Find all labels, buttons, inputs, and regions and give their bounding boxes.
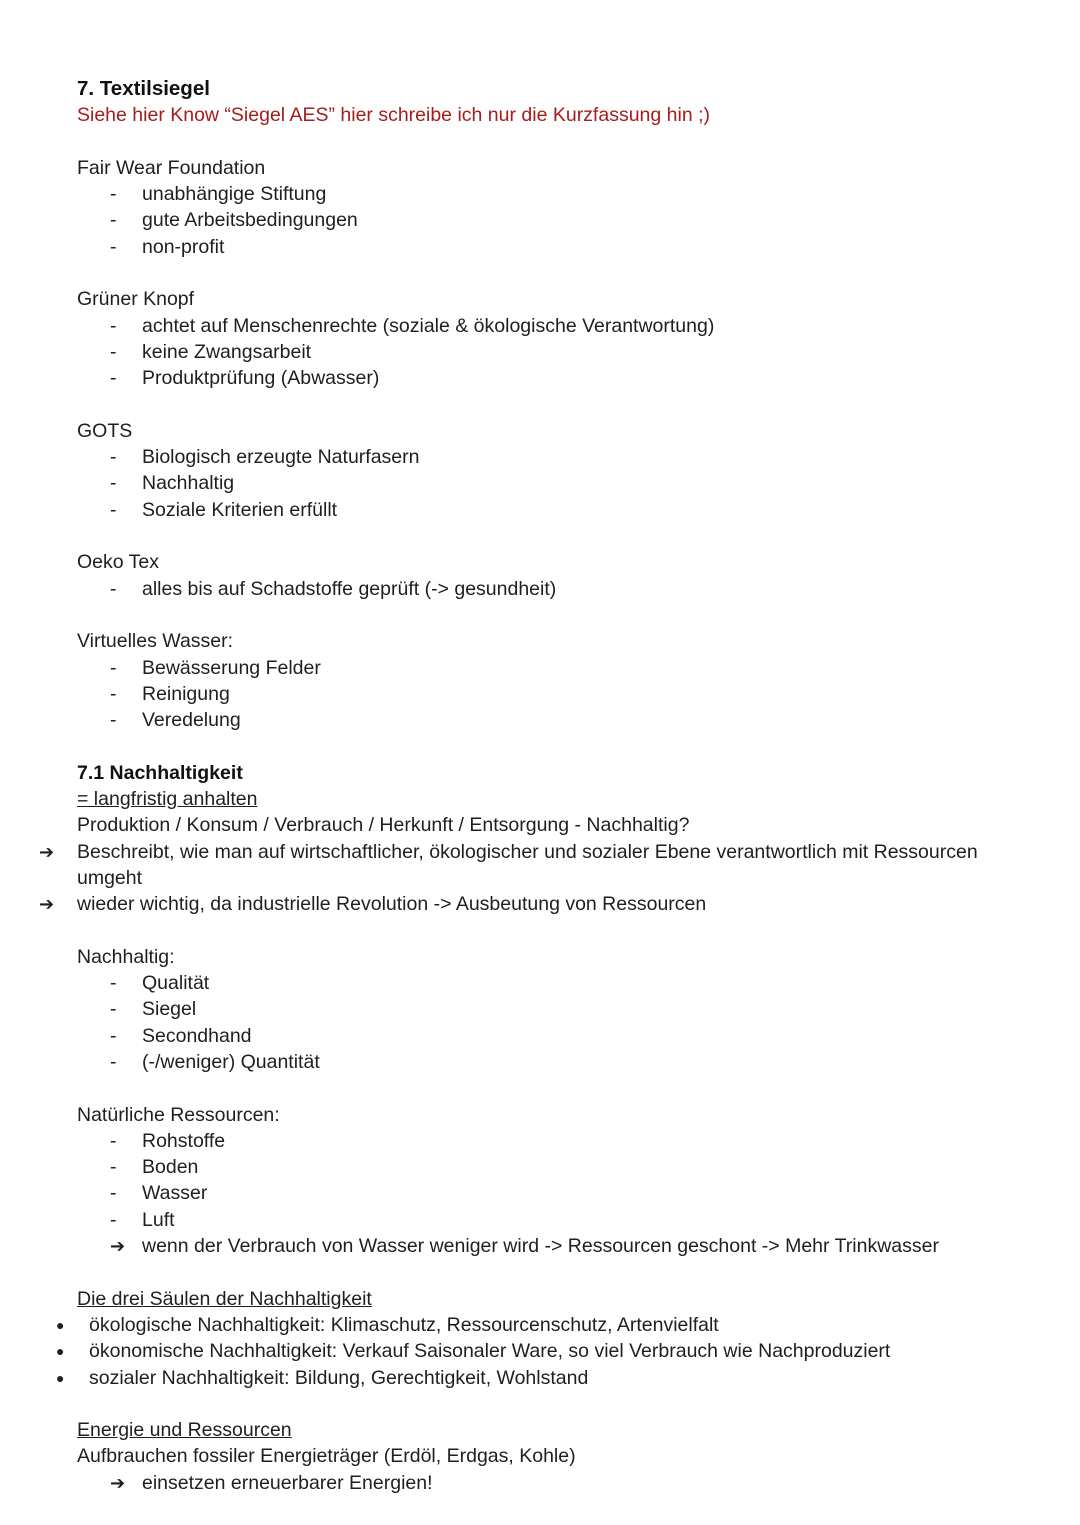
list-item: - keine Zwangsarbeit <box>77 339 1057 365</box>
section-7-1-title: 7.1 Nachhaltigkeit <box>77 761 243 784</box>
dash-icon: - <box>110 340 117 363</box>
seal-oeko-tex-name: Oeko Tex <box>77 551 160 574</box>
list-item: - Siegel <box>77 996 1057 1022</box>
arrow-point: ➔ wieder wichtig, da industrielle Revolution -> Ausbeutung von Ressourcen <box>77 891 1057 917</box>
pillar-item: ● sozialer Nachhaltigkeit: Bildung, Gerechtigkeit, Wohlstand <box>77 1365 1057 1391</box>
seal-fair-wear-name: Fair Wear Foundation <box>77 156 266 179</box>
dash-icon: - <box>110 498 117 521</box>
dash-icon: - <box>110 235 117 258</box>
list-item: - Bewässerung Felder <box>77 655 1057 681</box>
dash-icon: - <box>110 682 117 705</box>
arrow-icon: ➔ <box>110 1472 126 1493</box>
dash-icon: - <box>110 1208 117 1231</box>
list-item: - Veredelung <box>77 707 1057 733</box>
list-item: - (-/weniger) Quantität <box>77 1049 1057 1075</box>
sustainable-heading: Nachhaltig: <box>77 945 175 968</box>
bullet-icon: ● <box>56 1369 65 1386</box>
dash-icon: - <box>110 709 117 732</box>
dash-icon: - <box>110 472 117 495</box>
dash-icon: - <box>110 1156 117 1179</box>
resources-heading: Natürliche Ressourcen: <box>77 1103 280 1126</box>
dash-icon: - <box>110 1050 117 1073</box>
definition: = langfristig anhalten <box>77 788 258 811</box>
list-item: - achtet auf Menschenrechte (soziale & ökologische Verantwortung) <box>77 313 1057 339</box>
dash-icon: - <box>110 998 117 1021</box>
list-item: - non-profit <box>77 234 1057 260</box>
document-page <box>39 76 1057 1496</box>
seal-gruener-knopf-name: Grüner Knopf <box>77 288 195 311</box>
dash-icon: - <box>110 1129 117 1152</box>
list-item: - unabhängige Stiftung <box>77 181 1057 207</box>
list-item: - Soziale Kriterien erfüllt <box>77 497 1057 523</box>
list-item: - Secondhand <box>77 1023 1057 1049</box>
seal-gots-name: GOTS <box>77 419 133 442</box>
dash-icon: - <box>110 656 117 679</box>
dash-icon: - <box>110 1024 117 1047</box>
dash-icon: - <box>110 972 117 995</box>
list-item: - Wasser <box>77 1180 1057 1206</box>
pillar-item: ● ökologische Nachhaltigkeit: Klimaschutz, Ressourcenschutz, Artenvielfalt <box>77 1312 1057 1338</box>
dash-icon: - <box>110 446 117 469</box>
list-item: - Luft <box>77 1207 1057 1233</box>
list-item: - gute Arbeitsbedingungen <box>77 207 1057 233</box>
dash-icon: - <box>110 183 117 206</box>
question-line: Produktion / Konsum / Verbrauch / Herkunft / Entsorgung - Nachhaltig? <box>77 814 690 837</box>
arrow-point-continuation: umgeht <box>77 866 143 889</box>
section-7-title: 7. Textilsiegel <box>77 77 210 100</box>
dash-icon: - <box>110 314 117 337</box>
bullet-icon: ● <box>56 1316 65 1333</box>
resources-conclusion: ➔ wenn der Verbrauch von Wasser weniger wird -> Ressourcen geschont -> Mehr Trinkwasser <box>77 1233 1057 1259</box>
list-item: - Rohstoffe <box>77 1128 1057 1154</box>
pillar-item: ● ökonomische Nachhaltigkeit: Verkauf Saisonaler Ware, so viel Verbrauch wie Nachproduziert <box>77 1338 1057 1364</box>
section-7-note: Siehe hier Know “Siegel AES” hier schreibe ich nur die Kurzfassung hin ;) <box>77 104 710 127</box>
arrow-icon: ➔ <box>39 841 55 862</box>
list-item: - Produktprüfung (Abwasser) <box>77 365 1057 391</box>
list-item: - Reinigung <box>77 681 1057 707</box>
list-item: - alles bis auf Schadstoffe geprüft (-> gesundheit) <box>77 576 1057 602</box>
arrow-icon: ➔ <box>110 1236 126 1257</box>
dash-icon: - <box>110 577 117 600</box>
arrow-point: ➔ Beschreibt, wie man auf wirtschaftlicher, ökologischer und sozialer Ebene verantwortlich mit Ressourcen <box>77 839 1057 865</box>
dash-icon: - <box>110 367 117 390</box>
list-item: - Nachhaltig <box>77 470 1057 496</box>
list-item: - Biologisch erzeugte Naturfasern <box>77 444 1057 470</box>
dash-icon: - <box>110 1182 117 1205</box>
arrow-icon: ➔ <box>39 894 55 915</box>
virtual-water-heading: Virtuelles Wasser: <box>77 630 234 653</box>
bullet-icon: ● <box>56 1343 65 1360</box>
list-item: - Boden <box>77 1154 1057 1180</box>
pillars-heading: Die drei Säulen der Nachhaltigkeit <box>77 1287 372 1310</box>
energy-conclusion: ➔ einsetzen erneuerbarer Energien! <box>77 1470 1057 1496</box>
dash-icon: - <box>110 209 117 232</box>
energy-heading: Energie und Ressourcen <box>77 1419 292 1442</box>
energy-text: Aufbrauchen fossiler Energieträger (Erdöl, Erdgas, Kohle) <box>77 1445 576 1468</box>
list-item: - Qualität <box>77 970 1057 996</box>
